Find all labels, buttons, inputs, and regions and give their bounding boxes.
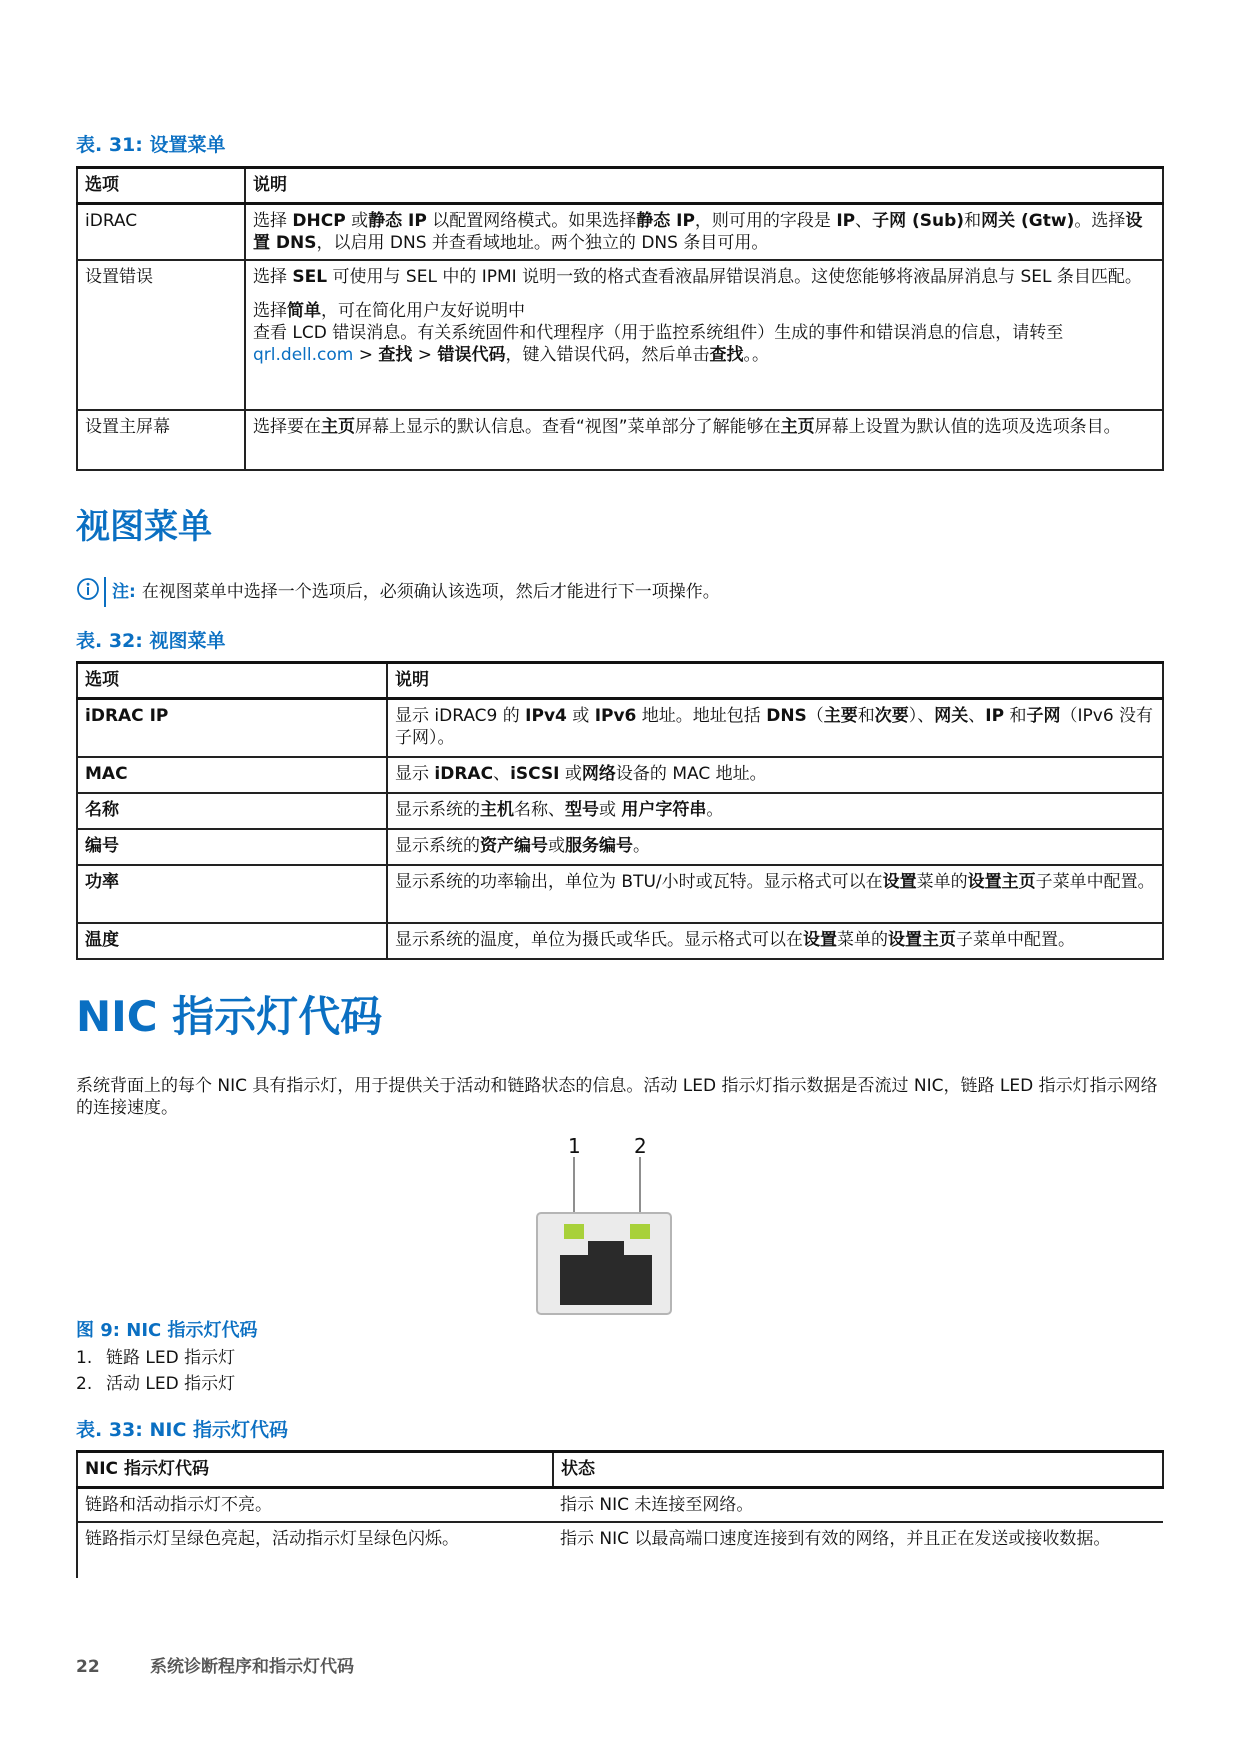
table-33-caption: 表. 33: NIC 指示灯代码 bbox=[76, 1419, 289, 1441]
description-cell: 显示系统的资产编号或服务编号。 bbox=[387, 829, 1163, 865]
table-row bbox=[77, 1488, 1163, 1523]
table-row bbox=[77, 260, 1163, 410]
column-header-state: 状态 bbox=[553, 1452, 1163, 1488]
column-header-code: NIC 指示灯代码 bbox=[77, 1452, 553, 1488]
list-item: 1. 链路 LED 指示灯 bbox=[76, 1348, 236, 1368]
table-31-caption: 表. 31: 设置菜单 bbox=[76, 134, 226, 156]
note-label: 注: bbox=[112, 581, 136, 602]
option-cell: 编号 bbox=[77, 829, 387, 865]
description-cell: 显示 iDRAC、iSCSI 或网络设备的 MAC 地址。 bbox=[387, 757, 1163, 793]
option-cell: iDRAC IP bbox=[77, 699, 387, 757]
table-row bbox=[77, 923, 1163, 959]
list-item: 2. 活动 LED 指示灯 bbox=[76, 1374, 236, 1394]
note-divider bbox=[104, 577, 106, 607]
table-row bbox=[77, 865, 1163, 923]
callout-1: 1 bbox=[568, 1134, 581, 1158]
view-menu-heading: 视图菜单 bbox=[76, 507, 212, 547]
column-header-option: 选项 bbox=[77, 168, 245, 204]
description-cell: 显示系统的主机名称、型号或 用户字符串。 bbox=[387, 793, 1163, 829]
note-text: 在视图菜单中选择一个选项后，必须确认该选项，然后才能进行下一项操作。 bbox=[141, 581, 720, 602]
table-32-caption: 表. 32: 视图菜单 bbox=[76, 630, 226, 652]
option-cell: 设置错误 bbox=[77, 260, 245, 410]
option-cell: 设置主屏幕 bbox=[77, 410, 245, 470]
column-header-option: 选项 bbox=[77, 663, 387, 699]
activity-led bbox=[630, 1224, 650, 1239]
option-cell: 功率 bbox=[77, 865, 387, 923]
figure-legend-list bbox=[76, 1347, 235, 1399]
nic-port-figure bbox=[536, 1155, 676, 1325]
option-cell: MAC bbox=[77, 757, 387, 793]
table-row bbox=[77, 1522, 1163, 1578]
description-cell: 显示系统的温度，单位为摄氏或华氏。显示格式可以在设置菜单的设置主页子菜单中配置。 bbox=[387, 923, 1163, 959]
nic-intro-paragraph: 系统背面上的每个 NIC 具有指示灯，用于提供关于活动和链路状态的信息。活动 LED 指示灯指示数据是否流过 NIC，链路 LED 指示灯指示网络的连接速度。 bbox=[76, 1076, 1158, 1119]
option-cell: 温度 bbox=[77, 923, 387, 959]
description-cell: 选择 DHCP 或静态 IP 以配置网络模式。如果选择静态 IP，则可用的字段是 IP、子网 (Sub)和网关 (Gtw)。选择设置 DNS，以启用 DNS 并查看域地址。两个独立的 DNS 条目可用。 bbox=[245, 204, 1163, 261]
note bbox=[76, 577, 720, 607]
description-cell: 显示 iDRAC9 的 IPv4 或 IPv6 地址。地址包括 DNS（主要和次要）、网关、IP 和子网（IPv6 没有子网）。 bbox=[387, 699, 1163, 757]
code-cell: 链路指示灯呈绿色亮起，活动指示灯呈绿色闪烁。 bbox=[77, 1522, 553, 1578]
description-cell: 显示系统的功率输出，单位为 BTU/小时或瓦特。显示格式可以在设置菜单的设置主页子菜单中配置。 bbox=[387, 865, 1163, 923]
table-row bbox=[77, 410, 1163, 470]
option-cell: 名称 bbox=[77, 793, 387, 829]
column-header-description: 说明 bbox=[245, 168, 1163, 204]
footer-title: 系统诊断程序和指示灯代码 bbox=[150, 1657, 354, 1677]
qrl-link[interactable]: qrl.dell.com bbox=[253, 345, 354, 366]
table-row bbox=[77, 699, 1163, 757]
nic-indicator-table bbox=[76, 1450, 1164, 1578]
info-icon bbox=[76, 577, 100, 607]
code-cell: 链路和活动指示灯不亮。 bbox=[77, 1488, 553, 1523]
table-row bbox=[77, 757, 1163, 793]
table-row bbox=[77, 204, 1163, 261]
view-menu-table bbox=[76, 661, 1164, 960]
callout-2: 2 bbox=[634, 1134, 647, 1158]
table-row bbox=[77, 793, 1163, 829]
description-cell: 选择 SEL 可使用与 SEL 中的 IPMI 说明一致的格式查看液晶屏错误消息。这使您能够将液晶屏消息与 SEL 条目匹配。 选择简单，可在简化用户友好说明中 查看 LCD 错误消息。有关系统固件和代理程序（用于监控系统组件）生成的事件和错误消息的信息，请转至 qrl.dell.com > 查找 > 错误代码，键入错误代码，然后单击查找。。 bbox=[245, 260, 1163, 410]
state-cell: 指示 NIC 未连接至网络。 bbox=[553, 1488, 1163, 1523]
nic-heading: NIC 指示灯代码 bbox=[76, 992, 383, 1041]
figure-9-caption: 图 9: NIC 指示灯代码 bbox=[76, 1320, 258, 1341]
option-cell: iDRAC bbox=[77, 204, 245, 261]
link-led bbox=[564, 1224, 584, 1239]
table-row bbox=[77, 829, 1163, 865]
state-cell: 指示 NIC 以最高端口速度连接到有效的网络，并且正在发送或接收数据。 bbox=[553, 1522, 1163, 1578]
column-header-description: 说明 bbox=[387, 663, 1163, 699]
settings-menu-table bbox=[76, 166, 1164, 471]
page-number: 22 bbox=[76, 1657, 100, 1677]
description-cell: 选择要在主页屏幕上显示的默认信息。查看“视图”菜单部分了解能够在主页屏幕上设置为默认值的选项及选项条目。 bbox=[245, 410, 1163, 470]
